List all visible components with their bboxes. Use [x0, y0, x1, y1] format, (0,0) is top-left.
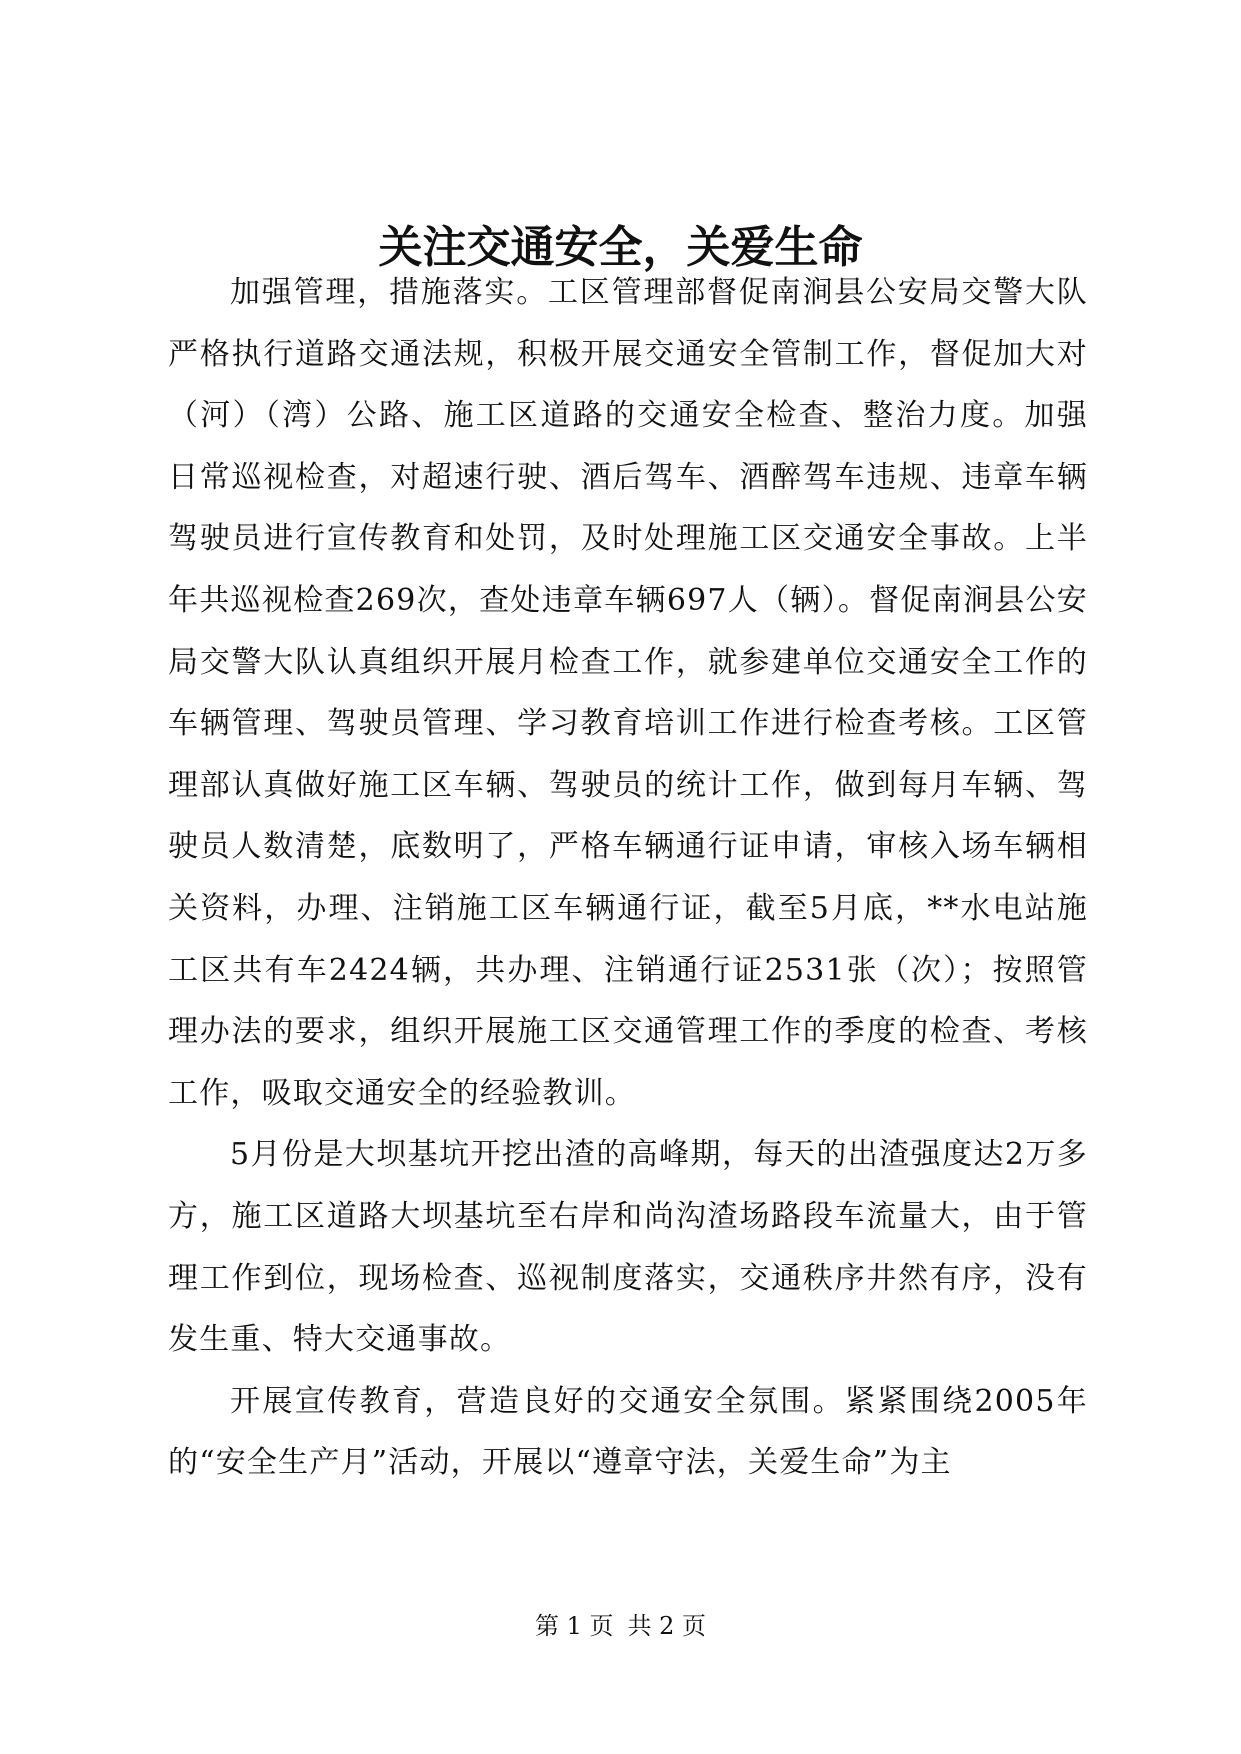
page-number: 第 1 页: [534, 1612, 614, 1640]
paragraph-may-excavation: 5月份是大坝基坑开挖出渣的高峰期，每天的出渣强度达2万多方，施工区道路大坝基坑至右岸和尚沟渣场路段车流量大，由于管理工作到位，现场检查、巡视制度落实，交通秩序井然有序，没有发生重、特大交通事故。: [168, 1137, 1088, 1358]
page-footer: [0, 1610, 1241, 1642]
document-title: 关注交通安全，关爱生命: [378, 222, 863, 273]
document-body: [168, 262, 1088, 1494]
page-total: 共 2 页: [627, 1612, 707, 1640]
paragraph-traffic-management: 加强管理，措施落实。工区管理部督促南涧县公安局交警大队严格执行道路交通法规，积极开展交通安全管制工作，督促加大对（河）（湾）公路、施工区道路的交通安全检查、整治力度。加强日常巡视检查，对超速行驶、酒后驾车、酒醉驾车违规、违章车辆驾驶员进行宣传教育和处罚，及时处理施工区交通安全事故。上半年共巡视检查269次，查处违章车辆697人（辆）。督促南涧县公安局交警大队认真组织开展月检查工作，就参建单位交通安全工作的车辆管理、驾驶员管理、学习教育培训工作进行检查考核。工区管理部认真做好施工区车辆、驾驶员的统计工作，做到每月车辆、驾驶员人数清楚，底数明了，严格车辆通行证申请，审核入场车辆相关资料，办理、注销施工区车辆通行证，截至5月底，**水电站施工区共有车2424辆，共办理、注销通行证2531张（次）；按照管理办法的要求，组织开展施工区交通管理工作的季度的检查、考核工作，吸取交通安全的经验教训。: [168, 275, 1088, 1111]
paragraph-publicity-education: 开展宣传教育，营造良好的交通安全氛围。紧紧围绕2005年的“安全生产月”活动，开展以“遵章守法，关爱生命”为主: [168, 1383, 1088, 1481]
